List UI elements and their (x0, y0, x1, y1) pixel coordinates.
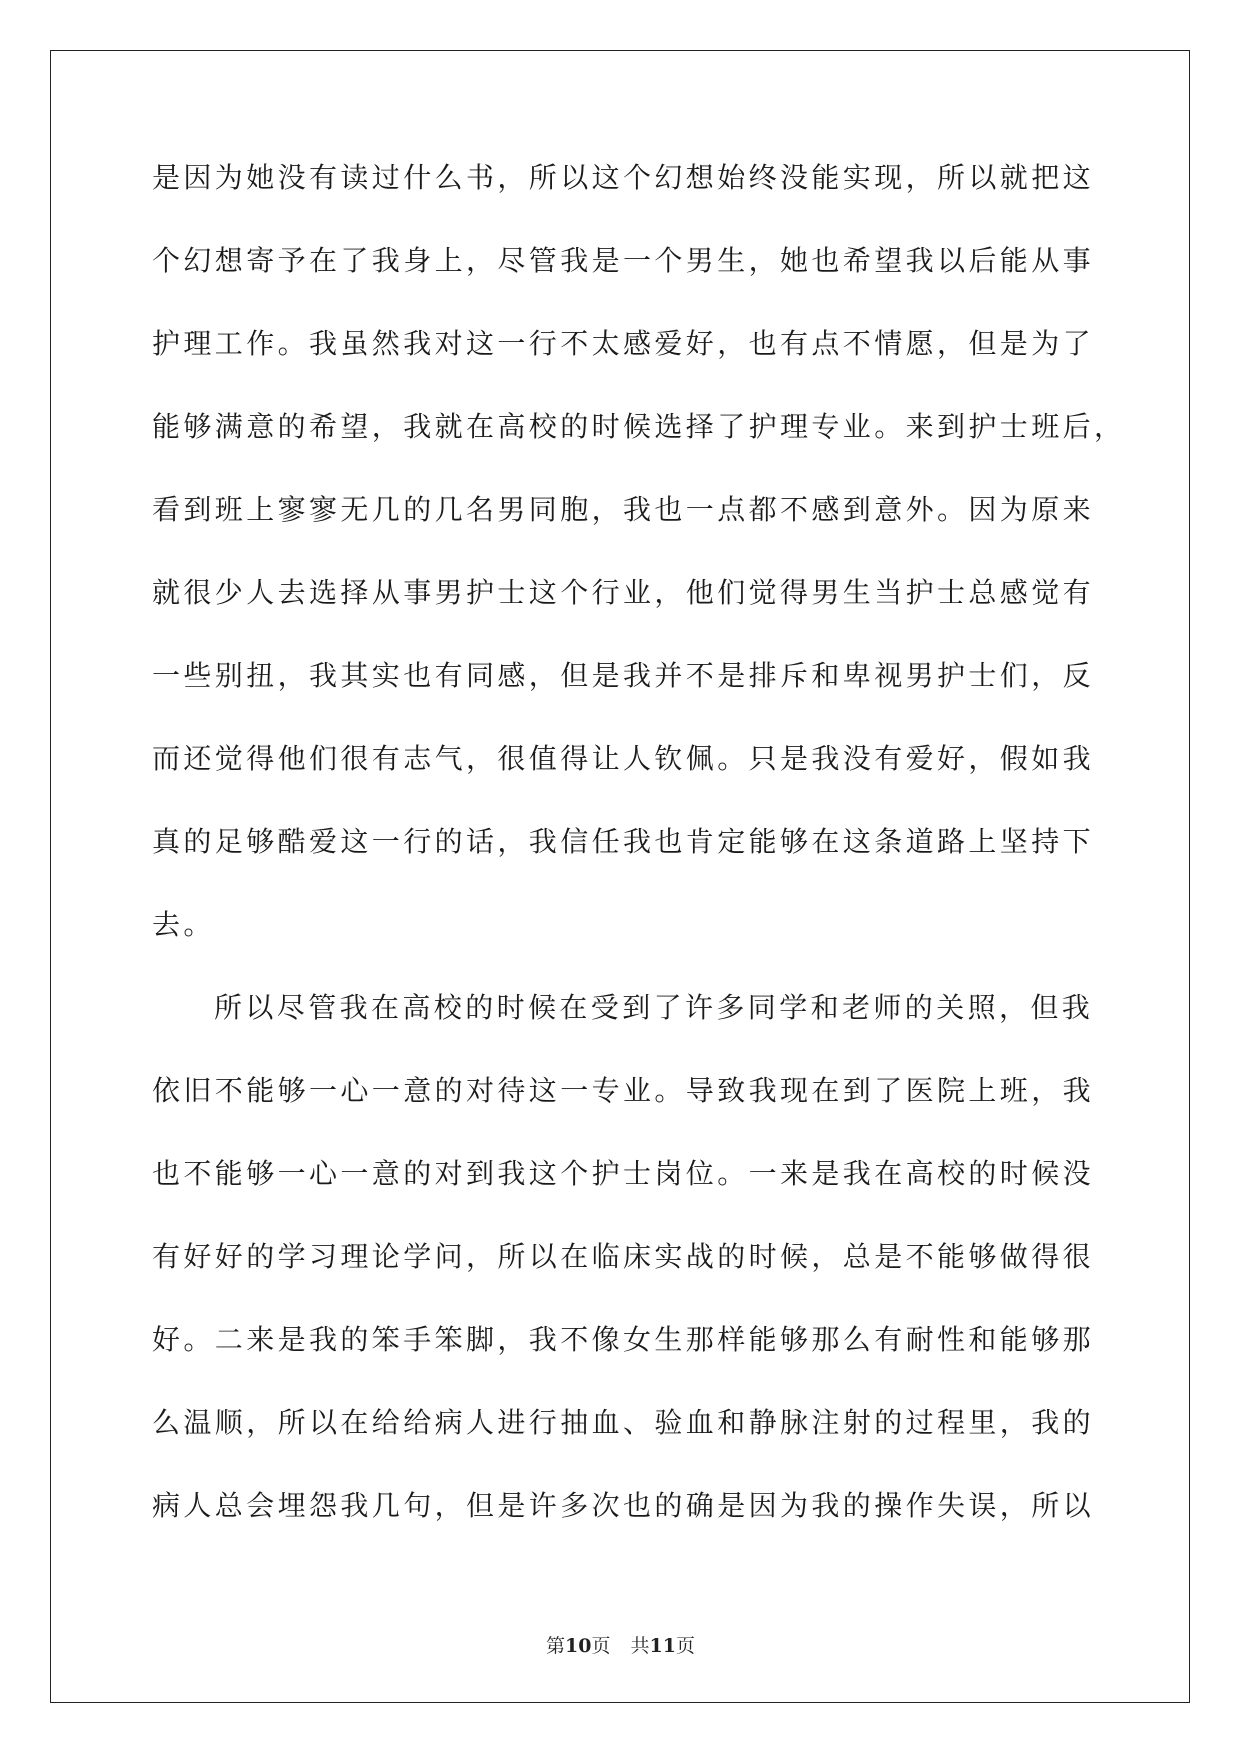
text-line: 一些别扭，我其实也有同感，但是我并不是排斥和卑视男护士们，反 (152, 659, 1095, 692)
footer-total-prefix: 共 (630, 1635, 650, 1657)
total-pages-number: 11 (649, 1635, 676, 1657)
text-line: 看到班上寥寥无几的几名男同胞，我也一点都不感到意外。因为原来 (152, 493, 1095, 526)
document-body (152, 161, 1126, 1574)
text-line: 好。二来是我的笨手笨脚，我不像女生那样能够那么有耐性和能够那 (152, 1323, 1095, 1356)
footer-prefix: 第 (546, 1635, 566, 1657)
footer-page-word: 页 (591, 1635, 611, 1657)
text-line: 护理工作。我虽然我对这一行不太感爱好，也有点不情愿，但是为了 (152, 327, 1095, 360)
text-line: 就很少人去选择从事男护士这个行业，他们觉得男生当护士总感觉有 (152, 576, 1095, 609)
footer-total-word: 页 (675, 1635, 695, 1657)
text-line: 而还觉得他们很有志气，很值得让人钦佩。只是我没有爱好，假如我 (152, 742, 1095, 775)
text-line: 依旧不能够一心一意的对待这一专业。导致我现在到了医院上班，我 (152, 1074, 1095, 1107)
text-line: 真的足够酷爱这一行的话，我信任我也肯定能够在这条道路上坚持下 (152, 825, 1095, 858)
text-line: 病人总会埋怨我几句，但是许多次也的确是因为我的操作失误，所以 (152, 1489, 1095, 1522)
text-line: 么温顺，所以在给给病人进行抽血、验血和静脉注射的过程里，我的 (152, 1406, 1095, 1439)
text-line: 有好好的学习理论学问，所以在临床实战的时候，总是不能够做得很 (152, 1240, 1095, 1273)
text-line: 去。 (152, 908, 215, 941)
text-line: 个幻想寄予在了我身上，尽管我是一个男生，她也希望我以后能从事 (152, 244, 1095, 277)
text-line: 是因为她没有读过什么书，所以这个幻想始终没能实现，所以就把这 (152, 161, 1095, 194)
page-footer (0, 1631, 1241, 1658)
text-line: 能够满意的希望，我就在高校的时候选择了护理专业。来到护士班后， (152, 410, 1126, 443)
text-line: 也不能够一心一意的对到我这个护士岗位。一来是我在高校的时候没 (152, 1157, 1095, 1190)
current-page-number: 10 (565, 1635, 592, 1657)
paragraph-first-line: 所以尽管我在高校的时候在受到了许多同学和老师的关照，但我 (214, 991, 1094, 1024)
